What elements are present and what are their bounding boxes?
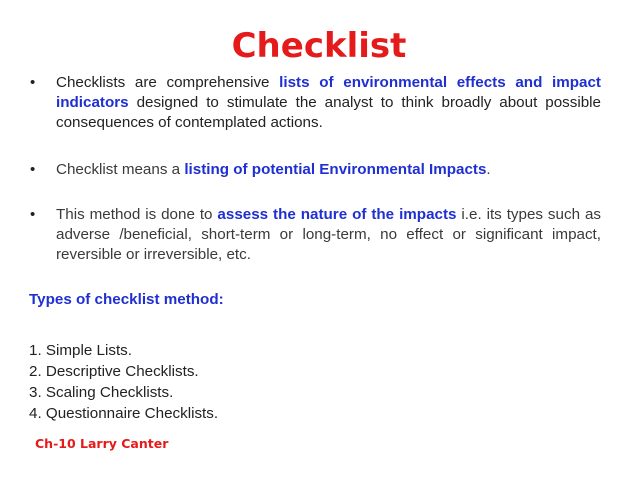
bullet-2-text-b: . bbox=[486, 161, 491, 178]
slide-title: Checklist bbox=[231, 26, 407, 66]
bullet-2-text-a: Checklist means a bbox=[56, 161, 185, 178]
bullet-1-emphasis: lists of environmental effects and impact indicators bbox=[56, 74, 601, 111]
bullet-dot-icon: • bbox=[30, 206, 36, 223]
list-item: 4. Questionnaire Checklists. bbox=[29, 405, 219, 422]
bullet-3-text-a: This method is done to bbox=[56, 206, 218, 223]
bullet-1-text-b: designed to stimulate the analyst to think broadly about possible consequences of contemplated actions. bbox=[56, 94, 601, 131]
bullet-3 bbox=[30, 205, 601, 265]
bullet-1 bbox=[30, 73, 601, 133]
bullet-1-text-a: Checklists are comprehensive bbox=[56, 74, 280, 91]
list-item: 3. Scaling Checklists. bbox=[29, 384, 174, 401]
bullet-3-text-b: i.e. its types such as adverse /beneficial, short-term or long-term, no effect or significant impact, reversible or irreversible, etc. bbox=[56, 206, 601, 263]
bullet-dot-icon: • bbox=[30, 161, 36, 178]
types-heading: Types of checklist method: bbox=[29, 291, 224, 308]
bullet-2 bbox=[30, 160, 601, 180]
list-item: 2. Descriptive Checklists. bbox=[29, 363, 199, 380]
bullet-dot-icon: • bbox=[30, 74, 36, 91]
types-list bbox=[29, 340, 218, 424]
bullet-3-emphasis: assess the nature of the impacts bbox=[217, 206, 457, 223]
bullet-2-emphasis: listing of potential Environmental Impacts bbox=[184, 161, 487, 178]
footer-reference: Ch-10 Larry Canter bbox=[35, 436, 169, 451]
list-item: 1. Simple Lists. bbox=[29, 342, 132, 359]
